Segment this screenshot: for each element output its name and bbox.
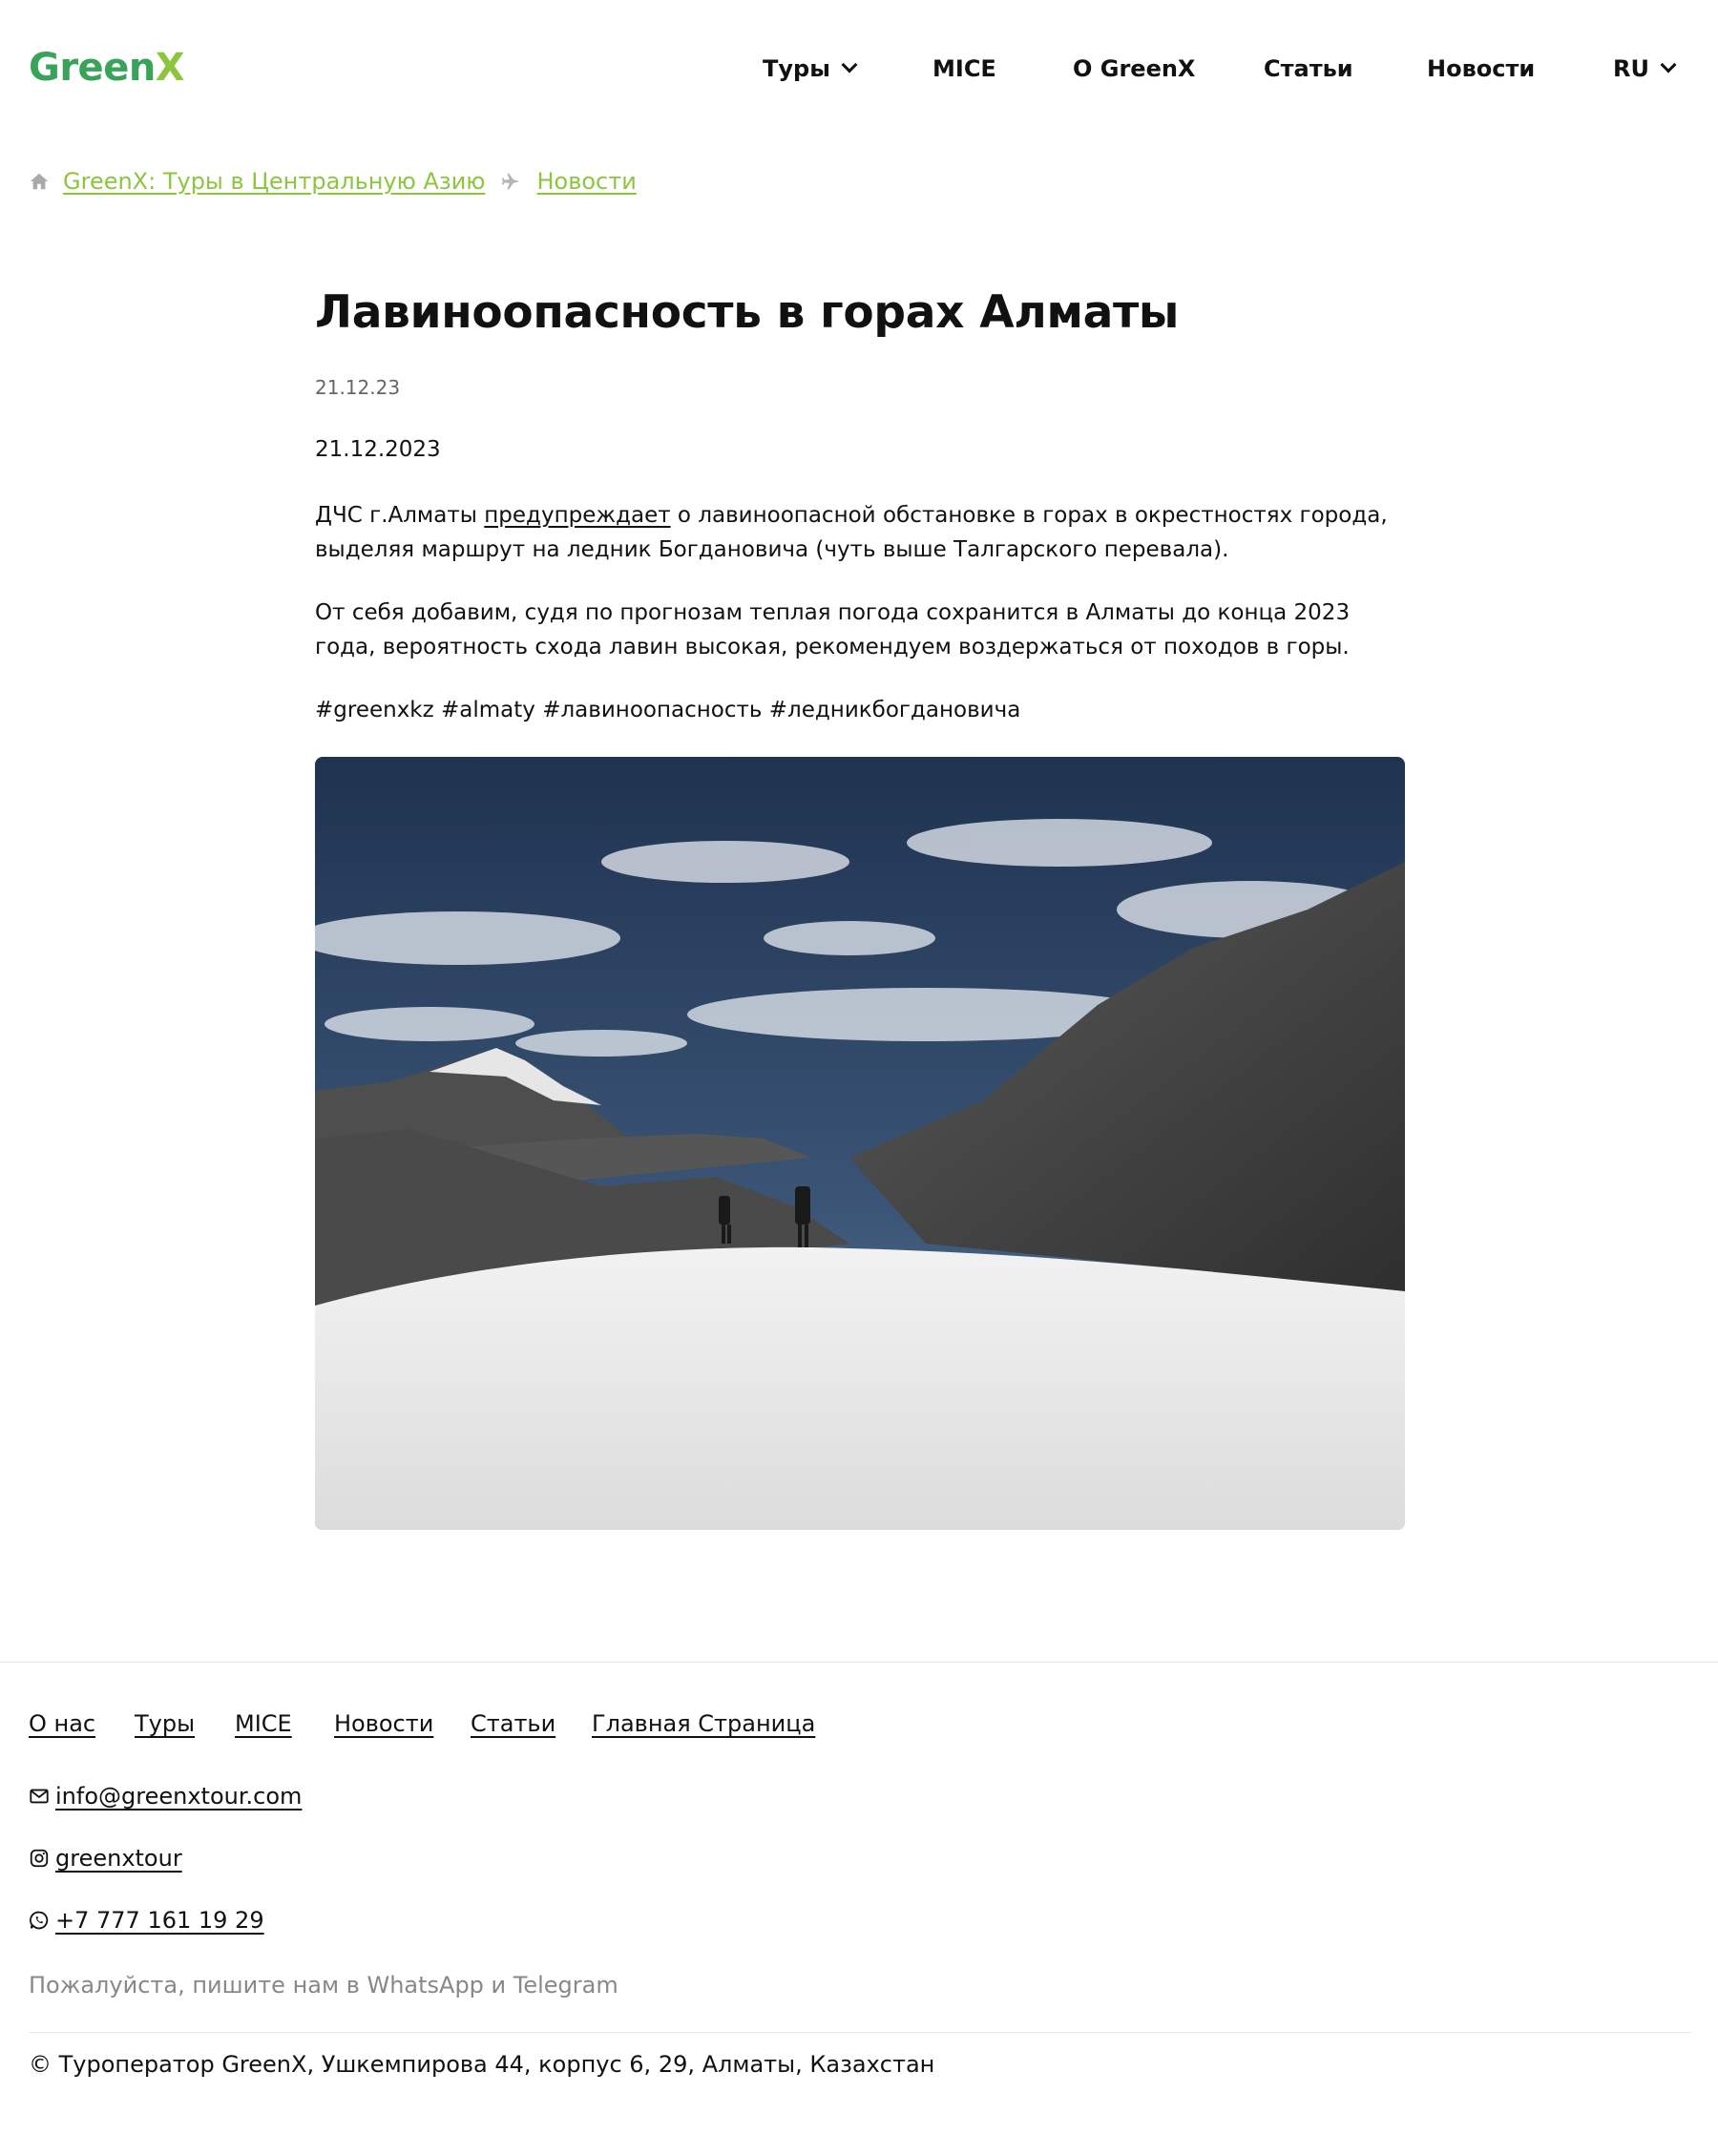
page-title: Лавиноопасность в горах Алматы bbox=[315, 286, 1180, 339]
breadcrumb bbox=[29, 168, 637, 195]
article bbox=[315, 286, 1405, 722]
logo-text-green: Green bbox=[29, 46, 156, 90]
contact-note: Пожалуйста, пишите нам в WhatsApp и Telegram bbox=[29, 1972, 618, 1999]
footer-divider bbox=[29, 2032, 1691, 2033]
instagram-link[interactable]: greenxtour bbox=[55, 1845, 182, 1872]
footer-link-mice[interactable]: MICE bbox=[235, 1710, 292, 1737]
article-paragraph-2: От себя добавим, судя по прогнозам теплая погода сохранится в Алматы до конца 2023 года, вероятность схода лавин высокая, рекомендуем воздержаться от походов в горы. bbox=[315, 600, 1351, 659]
whatsapp-icon bbox=[29, 1910, 50, 1931]
home-icon bbox=[29, 171, 50, 192]
article-hashtags: #greenxkz #almaty #лавиноопасность #ледникбогдановича bbox=[315, 698, 1021, 722]
paragraph-text: о лавиноопасной обстановке в горах в окрестностях города, выделяя маршрут на ледник Богдановича (чуть выше Талгарского перевала). bbox=[315, 503, 1388, 562]
logo-text-x: X bbox=[155, 46, 185, 90]
copyright: © Туроператор GreenX, Ушкемпирова 44, корпус 6, 29, Алматы, Казахстан bbox=[29, 2051, 935, 2078]
nav-item-label: Новости bbox=[1427, 55, 1536, 82]
footer-link-articles[interactable]: Статьи bbox=[471, 1710, 556, 1737]
phone-link[interactable]: +7 777 161 19 29 bbox=[55, 1907, 264, 1934]
nav-item-label: MICE bbox=[932, 55, 996, 82]
nav-item-mice[interactable] bbox=[932, 55, 996, 82]
envelope-icon bbox=[29, 1786, 50, 1807]
article-date-short: 21.12.23 bbox=[315, 376, 401, 399]
footer-link-about[interactable]: О нас bbox=[29, 1710, 96, 1737]
plane-icon bbox=[501, 171, 522, 192]
nav-item-tours[interactable] bbox=[763, 55, 855, 82]
chevron-down-icon bbox=[841, 57, 857, 73]
language-label: RU bbox=[1613, 55, 1649, 82]
breadcrumb-news-link[interactable]: Новости bbox=[536, 168, 637, 195]
logo[interactable] bbox=[29, 46, 184, 90]
mountain-photo-image bbox=[315, 757, 1405, 1530]
article-date-full: 21.12.2023 bbox=[315, 437, 441, 462]
article-photo bbox=[315, 757, 1405, 1530]
instagram-icon bbox=[29, 1848, 50, 1869]
nav-item-about[interactable] bbox=[1073, 55, 1195, 82]
site-header bbox=[0, 0, 1718, 143]
breadcrumb-home-link[interactable]: GreenX: Туры в Центральную Азию bbox=[63, 168, 486, 195]
footer-link-home[interactable]: Главная Страница bbox=[592, 1710, 816, 1737]
nav-item-articles[interactable] bbox=[1264, 55, 1353, 82]
nav-item-label: Туры bbox=[763, 55, 830, 82]
email-link[interactable]: info@greenxtour.com bbox=[55, 1783, 303, 1810]
site-footer bbox=[0, 1662, 1718, 2156]
contact-instagram bbox=[29, 1845, 182, 1872]
contact-phone bbox=[29, 1907, 264, 1934]
contact-email bbox=[29, 1783, 302, 1810]
nav-item-label: Статьи bbox=[1264, 55, 1353, 82]
article-paragraph-1 bbox=[315, 498, 1405, 567]
language-selector[interactable] bbox=[1613, 55, 1674, 82]
chevron-down-icon bbox=[1660, 57, 1676, 73]
nav-item-label: О GreenX bbox=[1073, 55, 1196, 82]
source-link[interactable]: предупреждает bbox=[484, 503, 671, 528]
paragraph-text: ДЧС г.Алматы bbox=[315, 503, 485, 528]
nav-item-news[interactable] bbox=[1427, 55, 1535, 82]
footer-link-tours[interactable]: Туры bbox=[135, 1710, 196, 1737]
footer-link-news[interactable]: Новости bbox=[334, 1710, 434, 1737]
